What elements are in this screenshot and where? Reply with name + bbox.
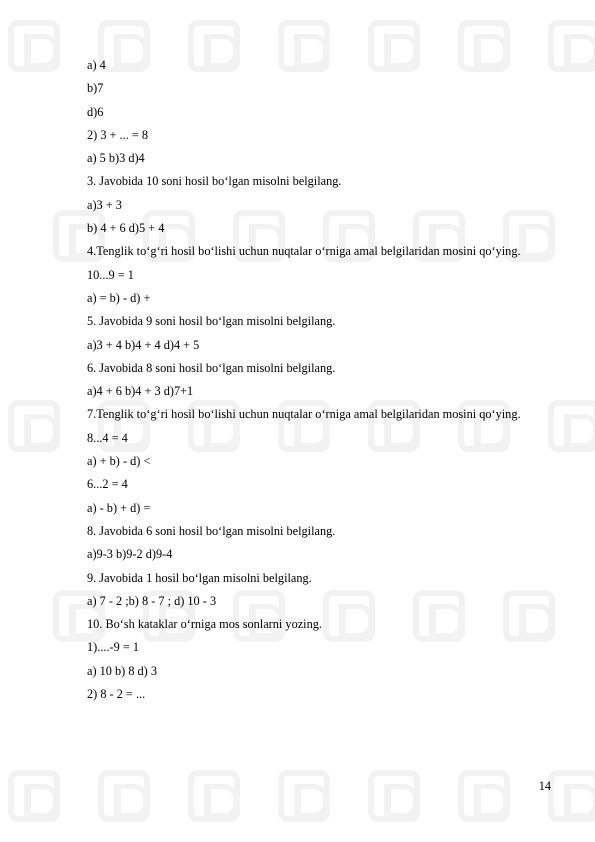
text-line: a) + b) - d) < bbox=[87, 454, 151, 469]
text-line: a) 7 - 2 ;b) 8 - 7 ; d) 10 - 3 bbox=[87, 593, 217, 608]
text-line: 10...9 = 1 bbox=[87, 267, 134, 282]
question-heading: 6. Javobida 8 soni hosil bo‘lgan misolni belgilang. bbox=[87, 360, 336, 375]
text-line: 8...4 = 4 bbox=[87, 430, 128, 445]
text-line: a)3 + 3 bbox=[87, 197, 122, 212]
text-line: 2) 8 - 2 = ... bbox=[87, 687, 146, 702]
question-heading: 5. Javobida 9 soni hosil bo‘lgan misolni belgilang. bbox=[87, 314, 336, 329]
text-line: a) 10 b) 8 d) 3 bbox=[87, 663, 158, 678]
text-line: d)6 bbox=[87, 104, 104, 119]
question-heading: 3. Javobida 10 soni hosil bo‘lgan misolni belgilang. bbox=[87, 174, 342, 189]
text-line: a)9-3 b)9-2 d)9-4 bbox=[87, 547, 173, 562]
text-line: a) - b) + d) = bbox=[87, 500, 151, 515]
question-heading: 9. Javobida 1 hosil bo‘lgan misolni belgilang. bbox=[87, 570, 312, 585]
question-heading: 8. Javobida 6 soni hosil bo‘lgan misolni belgilang. bbox=[87, 523, 336, 538]
text-line: a) 4 bbox=[87, 58, 106, 72]
page-number: 14 bbox=[538, 779, 551, 793]
text-line: a) 5 b)3 d)4 bbox=[87, 151, 145, 166]
question-heading: 10. Bo‘sh kataklar o‘rniga mos sonlarni yozing. bbox=[87, 617, 322, 632]
text-line: a)3 + 4 b)4 + 4 d)4 + 5 bbox=[87, 337, 200, 352]
text-line: 6...2 = 4 bbox=[87, 477, 128, 492]
text-line: 1)....-9 = 1 bbox=[87, 640, 140, 655]
document-body bbox=[87, 54, 553, 706]
text-line: b) 4 + 6 d)5 + 4 bbox=[87, 221, 165, 236]
text-line: a)4 + 6 b)4 + 3 d)7+1 bbox=[87, 384, 194, 399]
text-line: a) = b) - d) + bbox=[87, 290, 151, 305]
text-line: 2) 3 + ... = 8 bbox=[87, 127, 149, 142]
question-heading: 4.Tenglik to‘g‘ri hosil bo‘lishi uchun nuqtalar o‘rniga amal belgilaridan mosini qo‘ying. bbox=[87, 244, 521, 259]
question-heading: 7.Tenglik to‘g‘ri hosil bo‘lishi uchun nuqtalar o‘rniga amal belgilaridan mosini qo‘ying. bbox=[87, 407, 521, 422]
text-line: b)7 bbox=[87, 81, 104, 96]
